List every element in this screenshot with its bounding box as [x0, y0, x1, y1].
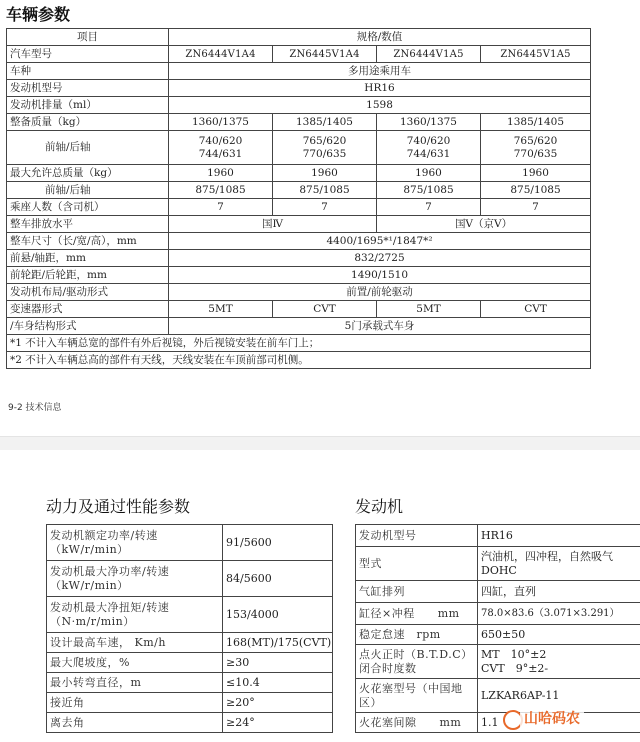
- value-cell: 168(MT)/175(CVT): [223, 633, 333, 653]
- value-cell: 1.1: [478, 713, 640, 733]
- row-label: 型式: [356, 547, 478, 581]
- table-row: [47, 633, 333, 653]
- value-cell: 7: [273, 199, 377, 216]
- table-row: [356, 625, 640, 645]
- value-cell: 1960: [481, 165, 591, 182]
- row-label: 整车排放水平: [7, 216, 169, 233]
- row-label: 前轴/后轴: [7, 182, 169, 199]
- spec-page-2: [0, 450, 640, 742]
- table-row: [356, 547, 640, 581]
- table-row: [7, 46, 591, 63]
- value-cell: 84/5600: [223, 561, 333, 597]
- table-row: [356, 679, 640, 713]
- value-cell: 765/620 770/635: [481, 131, 591, 165]
- row-label: 最大允许总质量（kg）: [7, 165, 169, 182]
- footnote-1: *1 不计入车辆总宽的部件有外后视镜，外后视镜安装在前车门上；: [7, 335, 591, 352]
- table-row: [47, 597, 333, 633]
- value-cell: 1598: [169, 97, 591, 114]
- model-cell: ZN6444V1A5: [377, 46, 481, 63]
- row-label: 整备质量（kg）: [7, 114, 169, 131]
- table-row: [7, 318, 591, 335]
- value-cell: CVT: [273, 301, 377, 318]
- value-cell: 153/4000: [223, 597, 333, 633]
- page-number: 9-2 技术信息: [8, 403, 62, 413]
- value-cell: 765/620 770/635: [273, 131, 377, 165]
- model-cell: ZN6444V1A4: [169, 46, 273, 63]
- engine-table: [355, 524, 640, 733]
- page-divider: [0, 436, 640, 451]
- value-cell: 国Ⅴ（京Ⅴ）: [377, 216, 591, 233]
- row-label: 发动机型号: [356, 525, 478, 547]
- table-row: [7, 165, 591, 182]
- model-cell: ZN6445V1A4: [273, 46, 377, 63]
- row-label: 火花塞间隙 mm: [356, 713, 478, 733]
- table-row: [47, 653, 333, 673]
- value-cell: 1960: [377, 165, 481, 182]
- row-label: 设计最高车速， Km/h: [47, 633, 223, 653]
- table-row: [356, 603, 640, 625]
- table-row: [7, 63, 591, 80]
- row-label: 车种: [7, 63, 169, 80]
- value-cell: HR16: [169, 80, 591, 97]
- value-cell: 5门承载式车身: [169, 318, 591, 335]
- value-cell: 前置/前轮驱动: [169, 284, 591, 301]
- value-cell: ≥20°: [223, 693, 333, 713]
- table-row: [356, 581, 640, 603]
- row-label: 前轴/后轴: [7, 131, 169, 165]
- row-label: 稳定怠速 rpm: [356, 625, 478, 645]
- row-label: 前轮距/后轮距，mm: [7, 267, 169, 284]
- value-cell: 650±50: [478, 625, 640, 645]
- row-label: 乘座人数（含司机）: [7, 199, 169, 216]
- performance-table: [46, 524, 333, 733]
- row-label: 前悬/轴距，mm: [7, 250, 169, 267]
- value-cell: 7: [481, 199, 591, 216]
- row-label: 发动机布局/驱动形式: [7, 284, 169, 301]
- table-row: [7, 216, 591, 233]
- value-cell: 多用途乘用车: [169, 63, 591, 80]
- table-row: [7, 131, 591, 165]
- value-cell: 四缸，直列: [478, 581, 640, 603]
- value-cell: MT 10°±2 CVT 9°±2-: [478, 645, 640, 679]
- row-label: 缸径×冲程 mm: [356, 603, 478, 625]
- table-row: [356, 713, 640, 733]
- value-cell: 832/2725: [169, 250, 591, 267]
- value-cell: 78.0×83.6（3.071×3.291）: [478, 603, 640, 625]
- row-label: 接近角: [47, 693, 223, 713]
- value-cell: 740/620 744/631: [377, 131, 481, 165]
- table-row: [7, 301, 591, 318]
- table-row: [7, 233, 591, 250]
- value-cell: ≤10.4: [223, 673, 333, 693]
- header-item: 项目: [7, 29, 169, 46]
- table-row: [7, 80, 591, 97]
- row-label: 气缸排列: [356, 581, 478, 603]
- table-row: [356, 645, 640, 679]
- table-row: [47, 525, 333, 561]
- row-label: 点火正时（B.T.D.C）闭合时度数: [356, 645, 478, 679]
- value-cell: 5MT: [377, 301, 481, 318]
- value-cell: 91/5600: [223, 525, 333, 561]
- row-label: 整车尺寸（长/宽/高），mm: [7, 233, 169, 250]
- watermark: 山哈码农: [520, 708, 584, 728]
- page-title: 车辆参数: [6, 5, 71, 24]
- value-cell: LZKAR6AP-11: [478, 679, 640, 713]
- value-cell: ≥30: [223, 653, 333, 673]
- table-row: [7, 97, 591, 114]
- table-row: [47, 713, 333, 733]
- table-row: [7, 199, 591, 216]
- value-cell: 4400/1695*¹/1847*²: [169, 233, 591, 250]
- value-cell: 875/1085: [169, 182, 273, 199]
- model-cell: ZN6445V1A5: [481, 46, 591, 63]
- value-cell: 1360/1375: [169, 114, 273, 131]
- table-row: [356, 525, 640, 547]
- value-cell: 1385/1405: [481, 114, 591, 131]
- value-cell: 1385/1405: [273, 114, 377, 131]
- row-label: 发动机排量（ml）: [7, 97, 169, 114]
- row-label: 发动机最大净功率/转速（kW/r/min）: [47, 561, 223, 597]
- table-row: [7, 114, 591, 131]
- value-cell: 7: [169, 199, 273, 216]
- section-title-performance: 动力及通过性能参数: [46, 497, 191, 516]
- value-cell: CVT: [481, 301, 591, 318]
- table-row: [47, 561, 333, 597]
- value-cell: 875/1085: [377, 182, 481, 199]
- footnote-2: *2 不计入车辆总高的部件有天线，天线安装在车顶前部司机侧。: [7, 352, 591, 369]
- row-label: 发动机型号: [7, 80, 169, 97]
- value-cell: ≥24°: [223, 713, 333, 733]
- table-row: [7, 182, 591, 199]
- row-label: /车身结构形式: [7, 318, 169, 335]
- value-cell: 740/620 744/631: [169, 131, 273, 165]
- value-cell: 1360/1375: [377, 114, 481, 131]
- table-row: [7, 267, 591, 284]
- value-cell: 1960: [273, 165, 377, 182]
- row-label: 火花塞型号（中国地区）: [356, 679, 478, 713]
- row-label: 发动机最大净扭矩/转速（N·m/r/min）: [47, 597, 223, 633]
- value-cell: 875/1085: [273, 182, 377, 199]
- table-row: [47, 693, 333, 713]
- table-row: [47, 673, 333, 693]
- value-cell: 7: [377, 199, 481, 216]
- table-row: [7, 29, 591, 46]
- value-cell: 1490/1510: [169, 267, 591, 284]
- row-label: 发动机额定功率/转速（kW/r/min）: [47, 525, 223, 561]
- value-cell: HR16: [478, 525, 640, 547]
- value-cell: 汽油机，四冲程，自然吸气 DOHC: [478, 547, 640, 581]
- header-spec: 规格/数值: [169, 29, 591, 46]
- table-row: [7, 335, 591, 352]
- row-label: 最大爬坡度，%: [47, 653, 223, 673]
- table-row: [7, 250, 591, 267]
- row-label: 离去角: [47, 713, 223, 733]
- row-label: 最小转弯直径，m: [47, 673, 223, 693]
- value-cell: 875/1085: [481, 182, 591, 199]
- row-label: 汽车型号: [7, 46, 169, 63]
- value-cell: 1960: [169, 165, 273, 182]
- vehicle-params-table: [6, 28, 591, 369]
- value-cell: 国Ⅳ: [169, 216, 377, 233]
- section-title-engine: 发动机: [355, 497, 404, 516]
- table-row: [7, 352, 591, 369]
- value-cell: 5MT: [169, 301, 273, 318]
- row-label: 变速器形式: [7, 301, 169, 318]
- table-row: [7, 284, 591, 301]
